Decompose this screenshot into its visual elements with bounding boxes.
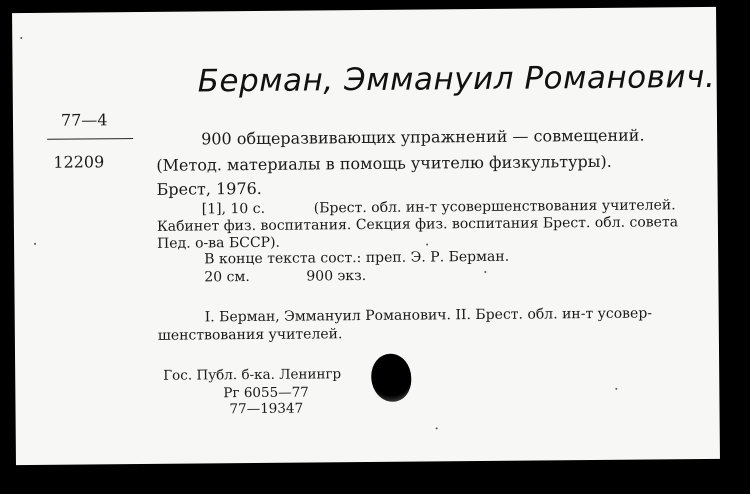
library-stamp: Гос. Публ. б-ка. Ленингр bbox=[163, 366, 342, 384]
series-line-3: Пед. о-ва БССР). bbox=[156, 234, 281, 252]
tracings-line-1: I. Берман, Эммануил Романович. II. Брест. обл. ин-т усовер- bbox=[204, 305, 653, 326]
compiler-note: В конце текста сост.: преп. Э. Р. Берман. bbox=[204, 248, 510, 268]
series-line-1: (Брест. обл. ин-т усовершенствования учителей. bbox=[313, 197, 676, 217]
title-line-2: (Метод. материалы в помощь учителю физкультуры). bbox=[156, 151, 612, 175]
print-run: 900 экз. bbox=[306, 268, 367, 285]
pages-line: [1], 10 с. bbox=[201, 200, 266, 218]
speck bbox=[615, 388, 617, 390]
catalog-card bbox=[12, 7, 720, 465]
shelf-mark-top: 77—4 bbox=[60, 110, 108, 130]
series-line-2: Кабинет физ. воспитания. Секция физ. воспитания Брест. обл. совета bbox=[156, 214, 679, 235]
speck bbox=[484, 271, 486, 273]
speck bbox=[20, 37, 22, 39]
shelf-mark-divider bbox=[47, 138, 133, 140]
title-line-1: 900 общеразвивающих упражнений — совмещений. bbox=[201, 125, 645, 149]
imprint: Брест, 1976. bbox=[156, 178, 262, 199]
registration-number: Рг 6055—77 bbox=[223, 384, 309, 402]
accession-number: 77—19347 bbox=[229, 400, 304, 418]
ink-blot bbox=[371, 354, 411, 402]
speck bbox=[426, 243, 428, 245]
handwritten-author-heading: Берман, Эммануил Романович. bbox=[197, 58, 716, 100]
physical-size: 20 см. bbox=[204, 269, 250, 286]
shelf-mark-bottom: 12209 bbox=[53, 152, 105, 172]
speck bbox=[436, 427, 438, 429]
tracings-line-2: шенствования учителей. bbox=[157, 326, 343, 344]
speck bbox=[34, 243, 36, 245]
